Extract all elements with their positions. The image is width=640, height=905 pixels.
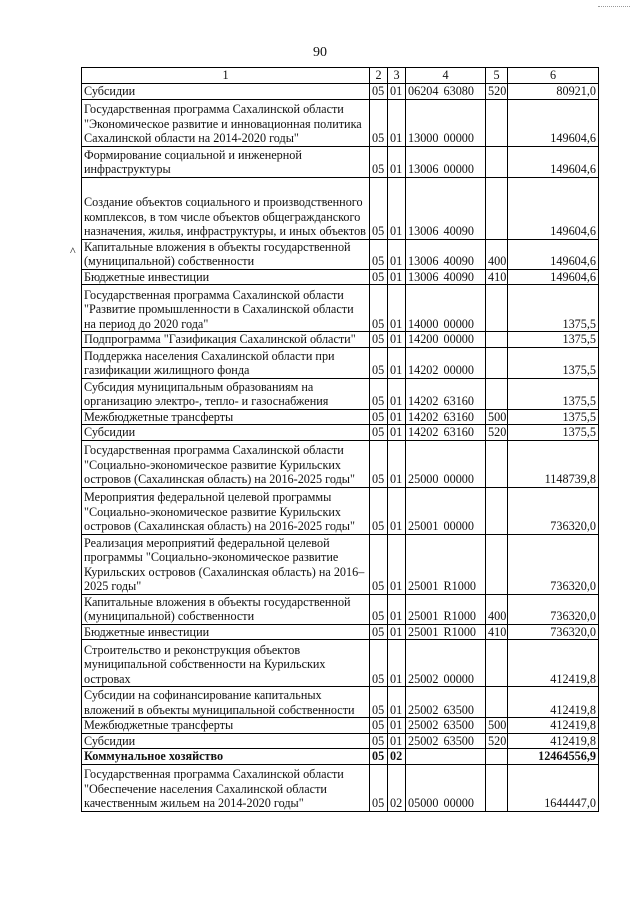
program-code: 25002 [406,640,442,687]
program-code: 25002 [406,733,442,749]
item-name: Государственная программа Сахалинской области "Социально-экономическое развитие Курильских островов (Сахалинская область) на 2016-2025 годы" [82,440,370,487]
item-name: Формирование социальной и инженерной инфраструктуры [82,146,370,177]
amount: 149604,6 [508,99,599,146]
section-code: 05 [370,640,388,687]
section-code: 05 [370,440,388,487]
subsection-code: 01 [388,594,406,624]
subsection-code: 01 [388,332,406,348]
item-name: Межбюджетные трансферты [82,409,370,425]
direction-code: 00000 [442,332,486,348]
section-code: 05 [370,764,388,811]
item-name: Строительство и реконструкция объектов муниципальной собственности на Курильских островах [82,640,370,687]
amount: 149604,6 [508,239,599,269]
program-code: 14000 [406,285,442,332]
amount: 80921,0 [508,84,599,100]
direction-code: 40090 [442,239,486,269]
header-col-5: 5 [486,68,508,84]
expense-type-code: 410 [486,624,508,640]
direction-code: 63160 [442,378,486,409]
header-col-6: 6 [508,68,599,84]
program-code: 13006 [406,239,442,269]
amount: 149604,6 [508,177,599,239]
header-col-2: 2 [370,68,388,84]
expense-type-code: 410 [486,269,508,285]
subsection-code: 01 [388,84,406,100]
subsection-code: 01 [388,687,406,718]
table-row [82,718,599,734]
expense-type-code: 500 [486,718,508,734]
item-name: Субсидии [82,733,370,749]
direction-code: 00000 [442,347,486,378]
amount: 736320,0 [508,487,599,534]
item-name: Капитальные вложения в объекты государственной (муниципальной) собственности [82,594,370,624]
amount: 1375,5 [508,332,599,348]
item-name: Субсидии [82,425,370,441]
table-row [82,239,599,269]
item-name: Государственная программа Сахалинской области "Обеспечение населения Сахалинской области качественным жильем на 2014-2020 годы" [82,764,370,811]
program-code: 14200 [406,332,442,348]
direction-code: R1000 [442,594,486,624]
table-body [82,84,599,812]
item-name: Государственная программа Сахалинской области "Экономическое развитие и инновационная политика Сахалинской области на 2014-2020 годы" [82,99,370,146]
subsection-code: 01 [388,624,406,640]
item-name: Мероприятия федеральной целевой программы "Социально-экономическое развитие Курильских островов (Сахалинская область) на 2016-2025 годы" [82,487,370,534]
direction-code: 00000 [442,487,486,534]
expense-type-code: 520 [486,425,508,441]
page-number: 90 [313,45,327,60]
program-code: 25000 [406,440,442,487]
subsection-code: 01 [388,640,406,687]
subsection-code: 01 [388,347,406,378]
section-code: 05 [370,534,388,594]
program-code: 13000 [406,99,442,146]
item-name: Бюджетные инвестиции [82,269,370,285]
amount: 12464556,9 [508,749,599,765]
table-row [82,347,599,378]
section-code: 05 [370,347,388,378]
amount: 1644447,0 [508,764,599,811]
section-code: 05 [370,84,388,100]
section-code: 05 [370,425,388,441]
table-row [82,749,599,765]
subsection-code: 01 [388,239,406,269]
subsection-code: 01 [388,733,406,749]
program-code: 13006 [406,177,442,239]
section-code: 05 [370,285,388,332]
subsection-code: 01 [388,146,406,177]
direction-code: 00000 [442,99,486,146]
amount: 1375,5 [508,409,599,425]
expense-type-code: 500 [486,409,508,425]
expense-type-code: 520 [486,84,508,100]
direction-code: 00000 [442,764,486,811]
section-code: 05 [370,332,388,348]
header-row [82,68,599,84]
item-name: Субсидия муниципальным образованиям на организацию электро-, тепло- и газоснабжения [82,378,370,409]
amount: 412419,8 [508,640,599,687]
table-row [82,764,599,811]
amount: 412419,8 [508,718,599,734]
expense-type-code [486,332,508,348]
section-code: 05 [370,624,388,640]
subsection-code: 01 [388,718,406,734]
section-code: 05 [370,487,388,534]
program-code: 14202 [406,378,442,409]
amount: 736320,0 [508,594,599,624]
amount: 1375,5 [508,425,599,441]
amount: 412419,8 [508,733,599,749]
item-name: Поддержка населения Сахалинской области при газификации жилищного фонда [82,347,370,378]
program-code: 25001 [406,594,442,624]
section-code: 05 [370,594,388,624]
subsection-code: 01 [388,285,406,332]
subsection-code: 01 [388,534,406,594]
program-code: 25001 [406,534,442,594]
table-row [82,624,599,640]
amount: 1375,5 [508,378,599,409]
corner-mark [598,6,630,8]
expense-type-code [486,378,508,409]
header-col-3: 3 [388,68,406,84]
direction-code: 00000 [442,146,486,177]
program-code: 13006 [406,146,442,177]
amount: 149604,6 [508,146,599,177]
table-row [82,409,599,425]
subsection-code: 01 [388,177,406,239]
table-row [82,177,599,239]
program-code: 14202 [406,347,442,378]
subsection-code: 01 [388,440,406,487]
table-row [82,440,599,487]
section-code: 05 [370,749,388,765]
section-code: 05 [370,177,388,239]
direction-code: 63160 [442,425,486,441]
expense-type-code [486,749,508,765]
section-code: 05 [370,378,388,409]
item-name: Субсидии [82,84,370,100]
program-code: 25002 [406,687,442,718]
direction-code: 63160 [442,409,486,425]
header-col-1: 1 [82,68,370,84]
section-code: 05 [370,239,388,269]
table-row [82,146,599,177]
amount: 1148739,8 [508,440,599,487]
expense-type-code: 520 [486,733,508,749]
expense-type-code [486,146,508,177]
program-code: 05000 [406,764,442,811]
amount: 149604,6 [508,269,599,285]
subsection-code: 01 [388,99,406,146]
program-code: 14202 [406,409,442,425]
subsection-code: 01 [388,378,406,409]
item-name: Капитальные вложения в объекты государственной (муниципальной) собственности [82,239,370,269]
margin-mark: ^ [70,244,76,258]
expense-type-code [486,534,508,594]
direction-code: 00000 [442,285,486,332]
expense-type-code [486,99,508,146]
subsection-code: 01 [388,487,406,534]
program-code: 25002 [406,718,442,734]
direction-code: 00000 [442,440,486,487]
expense-type-code [486,347,508,378]
direction-code: 40090 [442,269,486,285]
direction-code: 63500 [442,718,486,734]
program-code: 25001 [406,487,442,534]
item-name: Бюджетные инвестиции [82,624,370,640]
section-code: 05 [370,99,388,146]
table-row [82,487,599,534]
amount: 412419,8 [508,687,599,718]
budget-table [81,67,599,812]
section-code: 05 [370,733,388,749]
direction-code: 40090 [442,177,486,239]
subsection-code: 02 [388,749,406,765]
table-row [82,534,599,594]
section-code: 05 [370,146,388,177]
table-row [82,269,599,285]
section-code: 05 [370,718,388,734]
item-name: Реализация мероприятий федеральной целевой программы "Социально-экономическое развитие Курильских островов (Сахалинская область) на 2016–2025 годы" [82,534,370,594]
direction-code: 00000 [442,640,486,687]
table-row [82,425,599,441]
program-code: 14202 [406,425,442,441]
expense-type-code [486,285,508,332]
item-name: Создание объектов социального и производственного комплексов, в том числе объектов общегражданского назначения, жилья, инфраструктуры, и иных объектов [82,177,370,239]
expense-type-code: 400 [486,594,508,624]
item-name: Государственная программа Сахалинской области "Развитие промышленности в Сахалинской области на период до 2020 года" [82,285,370,332]
direction-code: 63500 [442,687,486,718]
amount: 736320,0 [508,624,599,640]
table-row [82,99,599,146]
direction-code: R1000 [442,624,486,640]
program-code [406,749,442,765]
direction-code: 63500 [442,733,486,749]
program-code: 06204 [406,84,442,100]
amount: 1375,5 [508,285,599,332]
header-col-4: 4 [406,68,486,84]
table-row [82,640,599,687]
table-row [82,84,599,100]
expense-type-code [486,687,508,718]
table-row [82,285,599,332]
section-code: 05 [370,687,388,718]
subsection-code: 01 [388,269,406,285]
item-name: Коммунальное хозяйство [82,749,370,765]
item-name: Межбюджетные трансферты [82,718,370,734]
direction-code: R1000 [442,534,486,594]
direction-code [442,749,486,765]
direction-code: 63080 [442,84,486,100]
table-row [82,687,599,718]
section-code: 05 [370,409,388,425]
table-row [82,733,599,749]
section-code: 05 [370,269,388,285]
expense-type-code [486,177,508,239]
subsection-code: 02 [388,764,406,811]
program-code: 13006 [406,269,442,285]
item-name: Субсидии на софинансирование капитальных вложений в объекты муниципальной собственности [82,687,370,718]
expense-type-code [486,440,508,487]
expense-type-code: 400 [486,239,508,269]
table-row [82,594,599,624]
expense-type-code [486,487,508,534]
item-name: Подпрограмма "Газификация Сахалинской области" [82,332,370,348]
program-code: 25001 [406,624,442,640]
expense-type-code [486,764,508,811]
subsection-code: 01 [388,425,406,441]
amount: 736320,0 [508,534,599,594]
subsection-code: 01 [388,409,406,425]
amount: 1375,5 [508,347,599,378]
expense-type-code [486,640,508,687]
table-row [82,378,599,409]
table-row [82,332,599,348]
